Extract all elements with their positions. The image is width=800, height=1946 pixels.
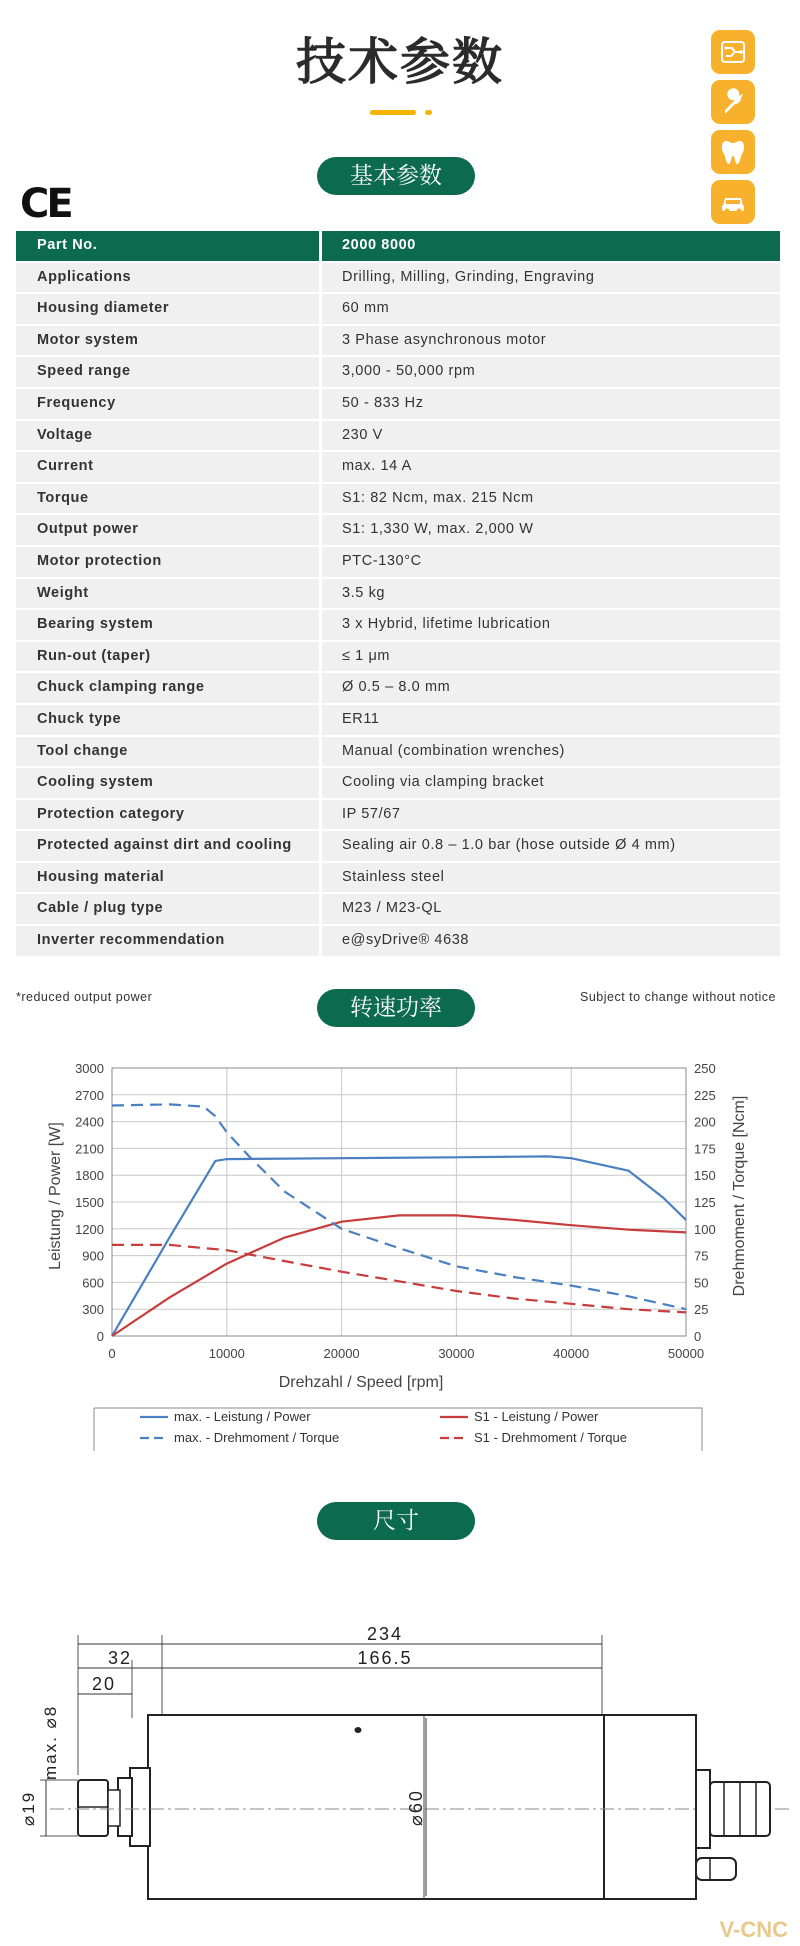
spec-value: Drilling, Milling, Grinding, Engraving (322, 263, 780, 293)
dim-32: 32 (107, 1648, 133, 1668)
page-title: 技术参数 (296, 33, 504, 91)
spec-row (16, 894, 780, 926)
spec-row (16, 547, 780, 579)
x-tick-label: 0 (108, 1346, 116, 1361)
connector-base (696, 1770, 710, 1848)
dim-total-length: 234 (366, 1624, 404, 1644)
spec-row (16, 326, 780, 358)
spec-header-value: 2000 8000 (322, 231, 780, 261)
y-left-tick-label: 900 (82, 1248, 104, 1264)
spec-row (16, 831, 780, 863)
spec-label: Current (16, 452, 319, 482)
spec-label: Frequency (16, 389, 319, 419)
spec-value: 3.5 kg (322, 579, 780, 609)
spec-value: 50 - 833 Hz (322, 389, 780, 419)
motor-housing (148, 1715, 604, 1899)
y-right-tick-label: 0 (694, 1329, 702, 1344)
spec-value: Cooling via clamping bracket (322, 768, 780, 798)
y-right-tick-label: 50 (694, 1275, 709, 1291)
chart-y-label-left: Leistung / Power [W] (47, 1122, 64, 1270)
section-pill-basic: 基本参数 (317, 157, 475, 195)
spec-row (16, 389, 780, 421)
y-left-tick-label: 1800 (75, 1168, 104, 1184)
y-left-tick-label: 1200 (75, 1221, 104, 1237)
spec-table-header (16, 231, 780, 263)
spec-row (16, 926, 780, 958)
spec-label: Voltage (16, 421, 319, 451)
y-left-tick-label: 300 (82, 1302, 104, 1318)
x-tick-label: 30000 (438, 1346, 475, 1361)
spec-value: ER11 (322, 705, 780, 735)
spec-label: Chuck clamping range (16, 673, 319, 703)
legend-label: S1 - Leistung / Power (474, 1409, 599, 1424)
spec-label: Inverter recommendation (16, 926, 319, 956)
spec-label: Motor protection (16, 547, 319, 577)
y-left-tick-label: 2400 (75, 1114, 104, 1130)
note-reduced-power: *reduced output power (16, 990, 153, 1004)
legend-label: max. - Drehmoment / Torque (174, 1430, 340, 1445)
chart-tick-labels (75, 1061, 716, 1361)
series-line-1 (112, 1215, 686, 1336)
y-left-tick-label: 2700 (75, 1087, 104, 1103)
spec-value: S1: 82 Ncm, max. 215 Ncm (322, 484, 780, 514)
spec-value: 60 mm (322, 294, 780, 324)
spec-row (16, 421, 780, 453)
spec-label: Cable / plug type (16, 894, 319, 924)
spec-row (16, 800, 780, 832)
collet-nut (78, 1780, 108, 1836)
tooth-icon (711, 130, 755, 174)
spec-table-body (16, 263, 780, 958)
section-pill-dimensions: 尺寸 (317, 1502, 475, 1540)
spec-value: S1: 1,330 W, max. 2,000 W (322, 515, 780, 545)
y-right-tick-label: 125 (694, 1195, 716, 1210)
section-pill-speed-power: 转速功率 (317, 989, 475, 1027)
chart-grid (112, 1068, 686, 1336)
spec-row (16, 294, 780, 326)
spec-table (16, 231, 780, 958)
x-tick-label: 10000 (208, 1346, 245, 1361)
dim-20: 20 (91, 1674, 117, 1694)
series-line-2 (112, 1104, 686, 1309)
y-right-tick-label: 150 (694, 1168, 716, 1184)
y-right-tick-label: 25 (694, 1302, 709, 1318)
spec-value: 3 Phase asynchronous motor (322, 326, 780, 356)
speed-power-chart (0, 1040, 800, 1470)
air-connector (696, 1858, 736, 1880)
spec-row (16, 642, 780, 674)
spec-row (16, 579, 780, 611)
dim-housing-diameter: ⌀60 (406, 1789, 426, 1826)
dim-collet-diameter: ⌀19 (19, 1790, 38, 1826)
spec-label: Motor system (16, 326, 319, 356)
spec-label: Protected against dirt and cooling (16, 831, 319, 861)
spec-label: Cooling system (16, 768, 319, 798)
circuit-board-icon (711, 30, 755, 74)
spec-value: 230 V (322, 421, 780, 451)
spec-label: Chuck type (16, 705, 319, 735)
spec-label: Housing material (16, 863, 319, 893)
spec-label: Protection category (16, 800, 319, 830)
y-right-tick-label: 75 (694, 1248, 709, 1264)
y-right-tick-label: 225 (694, 1087, 716, 1103)
spec-label: Housing diameter (16, 294, 319, 324)
spec-value: M23 / M23-QL (322, 894, 780, 924)
spec-value: e@syDrive® 4638 (322, 926, 780, 956)
spec-value: Ø 0.5 – 8.0 mm (322, 673, 780, 703)
spec-label: Run-out (taper) (16, 642, 319, 672)
spec-label: Torque (16, 484, 319, 514)
title-accent-dot (425, 110, 432, 115)
spec-value: Manual (combination wrenches) (322, 737, 780, 767)
chart-series-lines (112, 1104, 686, 1336)
spec-row (16, 863, 780, 895)
spec-row (16, 263, 780, 295)
spec-label: Tool change (16, 737, 319, 767)
y-left-tick-label: 3000 (75, 1061, 104, 1076)
ce-mark: CE (20, 181, 71, 227)
spec-row (16, 515, 780, 547)
spec-header-label: Part No. (16, 231, 319, 261)
dim-body-length: 166.5 (357, 1648, 413, 1668)
watermark-logo: V-CNC (719, 1917, 788, 1942)
spec-label: Applications (16, 263, 319, 293)
spec-label: Weight (16, 579, 319, 609)
series-line-3 (112, 1245, 686, 1313)
title-accent-bar (370, 110, 416, 115)
spec-value: max. 14 A (322, 452, 780, 482)
legend-label: max. - Leistung / Power (174, 1409, 311, 1424)
spec-value: ≤ 1 μm (322, 642, 780, 672)
x-tick-label: 50000 (667, 1346, 705, 1361)
y-left-tick-label: 1500 (75, 1195, 104, 1210)
spec-row (16, 610, 780, 642)
x-tick-label: 20000 (323, 1346, 360, 1361)
y-left-tick-label: 600 (82, 1275, 104, 1291)
spec-label: Output power (16, 515, 319, 545)
dim-max-tool: max. ⌀8 (41, 1704, 60, 1780)
y-left-tick-label: 2100 (75, 1141, 104, 1157)
y-right-tick-label: 175 (694, 1141, 716, 1157)
y-right-tick-label: 100 (694, 1221, 716, 1237)
spec-value: 3,000 - 50,000 rpm (322, 357, 780, 387)
chart-y-label-right: Drehmoment / Torque [Ncm] (731, 1095, 748, 1297)
spec-row (16, 484, 780, 516)
legend-label: S1 - Drehmoment / Torque (474, 1430, 627, 1445)
car-icon (711, 180, 755, 224)
spec-label: Bearing system (16, 610, 319, 640)
spec-label: Speed range (16, 357, 319, 387)
spec-value: Stainless steel (322, 863, 780, 893)
x-tick-label: 40000 (553, 1346, 590, 1361)
spec-row (16, 737, 780, 769)
chart-x-label: Drehzahl / Speed [rpm] (278, 1374, 444, 1391)
y-left-tick-label: 0 (96, 1329, 104, 1344)
motor-end-cap (604, 1715, 696, 1899)
dimension-drawing (0, 1600, 800, 1946)
spec-row (16, 452, 780, 484)
spec-row (16, 705, 780, 737)
spec-row (16, 768, 780, 800)
housing-hole (355, 1727, 362, 1733)
collet-neck (108, 1790, 120, 1826)
wrench-icon (711, 80, 755, 124)
chart-legend (94, 1408, 702, 1451)
spec-row (16, 357, 780, 389)
note-subject-to-change: Subject to change without notice (580, 990, 776, 1004)
spec-value: 3 x Hybrid, lifetime lubrication (322, 610, 780, 640)
y-right-tick-label: 250 (694, 1061, 716, 1076)
spec-row (16, 673, 780, 705)
spec-value: PTC-130°C (322, 547, 780, 577)
spec-value: Sealing air 0.8 – 1.0 bar (hose outside Ø 4 mm) (322, 831, 780, 861)
spec-value: IP 57/67 (322, 800, 780, 830)
y-right-tick-label: 200 (694, 1114, 716, 1130)
